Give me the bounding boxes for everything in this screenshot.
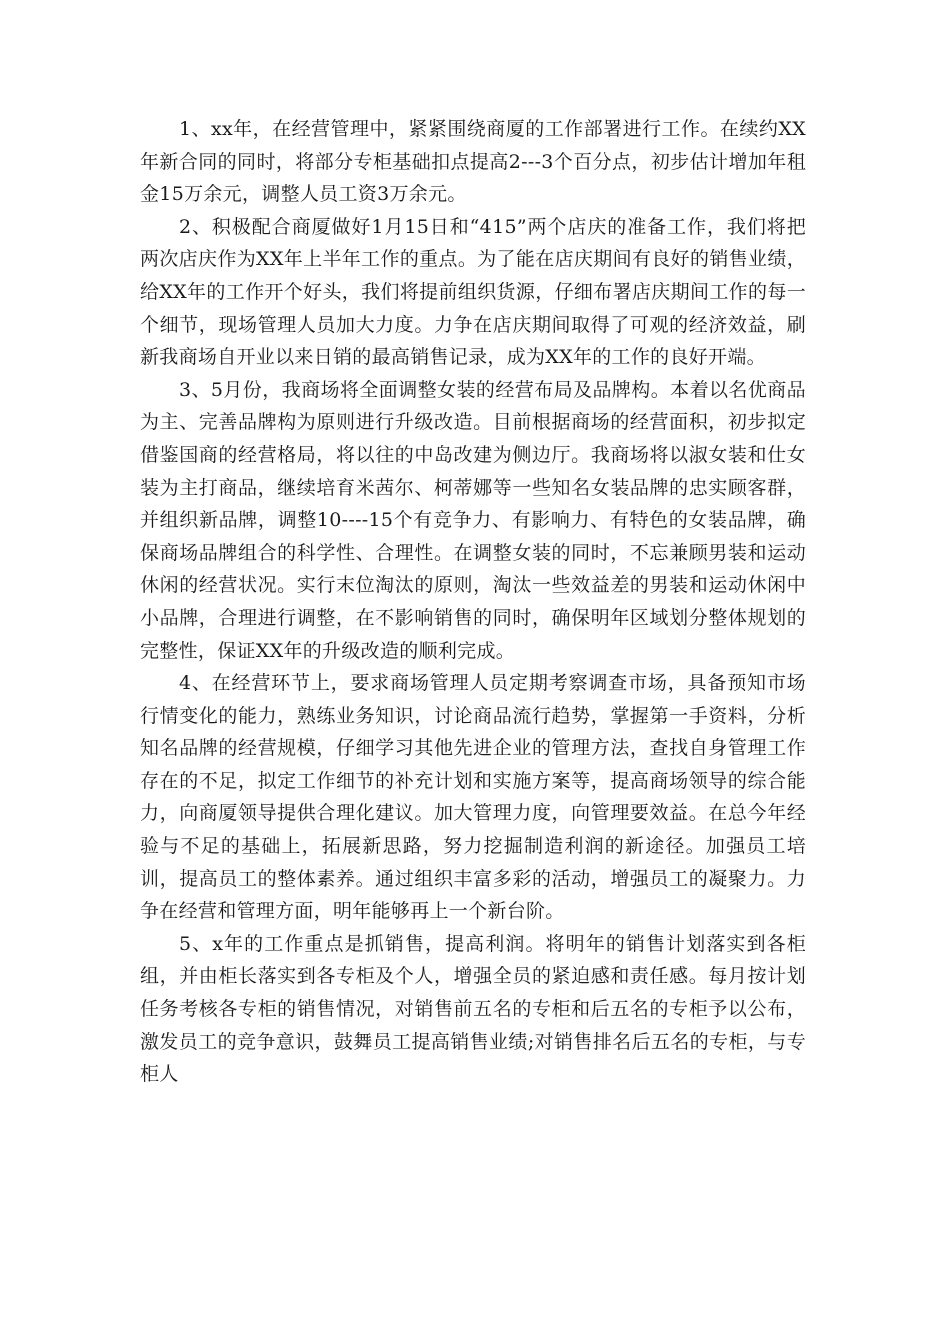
paragraph-3: 3、5月份，我商场将全面调整女装的经营布局及品牌构。本着以名优商品为主、完善品牌构为原则进行升级改造。目前根据商场的经营面积，初步拟定借鉴国商的经营格局，将以往的中岛改建为侧边厅。我商场将以淑女装和仕女装为主打商品，继续培育米茜尔、柯蒂娜等一些知名女装品牌的忠实顾客群，并组织新品牌，调整10----15个有竞争力、有影响力、有特色的女装品牌，确保商场品牌组合的科学性、合理性。在调整女装的同时，不忘兼顾男装和运动休闲的经营状况。实行末位淘汰的原则，淘汰一些效益差的男装和运动休闲中小品牌，合理进行调整，在不影响销售的同时，确保明年区域划分整体规划的完整性，保证XX年的升级改造的顺利完成。: [140, 378, 806, 662]
paragraph-4: 4、在经营环节上，要求商场管理人员定期考察调查市场，具备预知市场行情变化的能力，熟练业务知识，讨论商品流行趋势，掌握第一手资料，分析知名品牌的经营规模，仔细学习其他先进企业的管理方法，查找自身管理工作存在的不足，拟定工作细节的补充计划和实施方案等，提高商场领导的综合能力，向商厦领导提供合理化建议。加大管理力度，向管理要效益。在总今年经验与不足的基础上，拓展新思路，努力挖掘制造利润的新途径。加强员工培训，提高员工的整体素养。通过组织丰富多彩的活动，增强员工的凝聚力。力争在经营和管理方面，明年能够再上一个新台阶。: [140, 672, 806, 923]
paragraph-5: 5、x年的工作重点是抓销售，提高利润。将明年的销售计划落实到各柜组，并由柜长落实到各专柜及个人，增强全员的紧迫感和责任感。每月按计划任务考核各专柜的销售情况，对销售前五名的专柜和后五名的专柜予以公布，激发员工的竞争意识，鼓舞员工提高销售业绩;对销售排名后五名的专柜，与专柜人: [140, 932, 806, 1086]
document-body: [140, 113, 806, 1091]
paragraph-2: 2、积极配合商厦做好1月15日和“415”两个店庆的准备工作，我们将把两次店庆作为XX年上半年工作的重点。为了能在店庆期间有良好的销售业绩，给XX年的工作开个好头，我们将提前组织货源，仔细布署店庆期间工作的每一个细节，现场管理人员加大力度。力争在店庆期间取得了可观的经济效益，刷新我商场自开业以来日销的最高销售记录，成为XX年的工作的良好开端。: [140, 215, 806, 369]
paragraph-1: 1、xx年，在经营管理中，紧紧围绕商厦的工作部署进行工作。在续约XX年新合同的同时，将部分专柜基础扣点提高2---3个百分点，初步估计增加年租金15万余元，调整人员工资3万余元。: [140, 118, 806, 206]
